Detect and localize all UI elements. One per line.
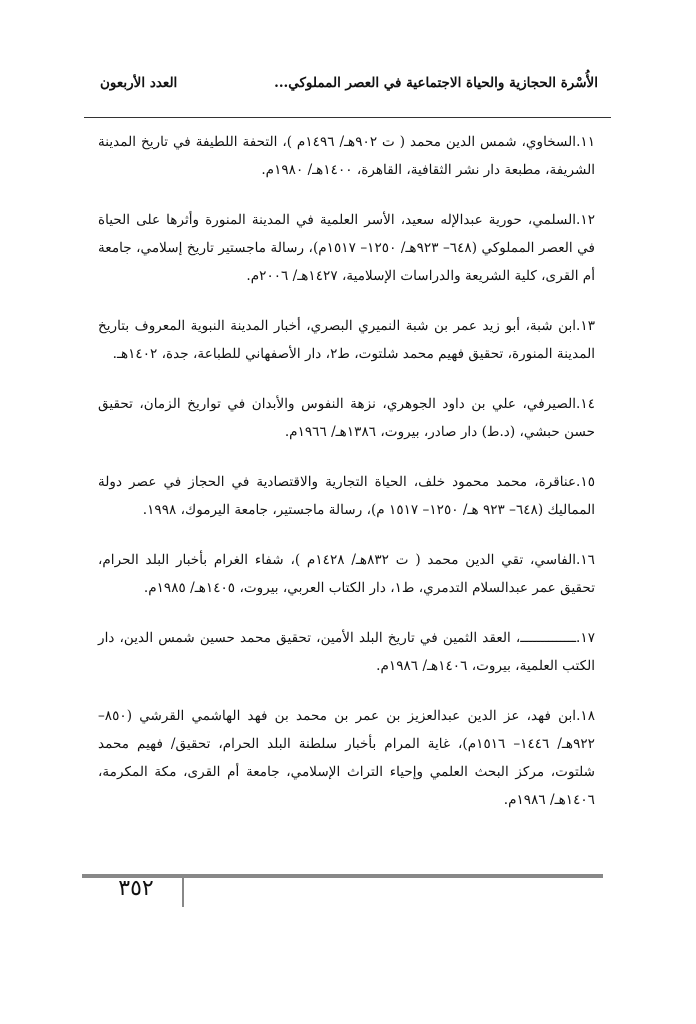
footer-vertical-divider [182,876,184,907]
running-header [100,75,598,97]
issue-label: العدد الأربعون [100,75,178,91]
reference-item: ١٥.عناقرة، محمد محمود خلف، الحياة التجارية والاقتصادية في الحجاز في عصر دولة المماليك (٦٤٨– ٩٢٣ هـ/ ١٢٥٠– ١٥١٧ م)، رسالة ماجستير، جامعة اليرموك، ١٩٩٨. [98,474,595,518]
reference-item: ١٦.الفاسي، تقي الدين محمد ( ت ٨٣٢هـ/ ١٤٢٨م )، شفاء الغرام بأخبار البلد الحرام، تحقيق عمر عبدالسلام التدمري، ط١، دار الكتاب العربي، بيروت، ١٤٠٥هـ/ ١٩٨٥م. [98,552,595,596]
reference-item: ١٢.السلمي، حورية عبدالإله سعيد، الأسر العلمية في المدينة المنورة وأثرها على الحياة في العصر المملوكي (٦٤٨– ٩٢٣هـ/ ١٢٥٠– ١٥١٧م)، رسالة ماجستير تاريخ إسلامي، جامعة أم القرى، كلية الشريعة والدراسات الإسلامية، ١٤٢٧هـ/ ٢٠٠٦م. [98,212,595,284]
reference-list [98,128,595,836]
reference-item: ١٨.ابن فهد، عز الدين عبدالعزيز بن عمر بن محمد بن فهد الهاشمي القرشي (٨٥٠– ٩٢٢هـ/ ١٤٤٦– ١٥١٦م)، غاية المرام بأخبار سلطنة البلد الحرام، تحقيق/ فهيم محمد شلتوت، مركز البحث العلمي وإحياء التراث الإسلامي، جامعة أم القرى، مكة المكرمة، ١٤٠٦هـ/ ١٩٨٦م. [98,708,595,808]
reference-item: ١٧.ــــــــــــــ، العقد الثمين في تاريخ البلد الأمين، تحقيق محمد حسين شمس الدين، دار الكتب العلمية، بيروت، ١٤٠٦هـ/ ١٩٨٦م. [98,630,595,674]
reference-item: ١١.السخاوي، شمس الدين محمد ( ت ٩٠٢هـ/ ١٤٩٦م )، التحفة اللطيفة في تاريخ المدينة الشريفة، مطبعة دار نشر الثقافية، القاهرة، ١٤٠٠هـ/ ١٩٨٠م. [98,134,596,178]
header-divider [84,117,611,118]
reference-item: ١٤.الصيرفي، علي بن داود الجوهري، نزهة النفوس والأبدان في تواريخ الزمان، تحقيق حسن حبشي، (د.ط) دار صادر، بيروت، ١٣٨٦هـ/ ١٩٦٦م. [98,396,595,440]
page-number: ٣٥٢ [118,876,154,901]
reference-item: ١٣.ابن شبة، أبو زيد عمر بن شبة النميري البصري، أخبار المدينة النبوية المعروف بتاريخ المدينة المنورة، تحقيق فهيم محمد شلتوت، ط٢، دار الأصفهاني للطباعة، جدة، ١٤٠٢هـ. [98,318,595,362]
article-title: الأُسْرة الحجازية والحياة الاجتماعية في العصر المملوكي... [274,75,598,91]
